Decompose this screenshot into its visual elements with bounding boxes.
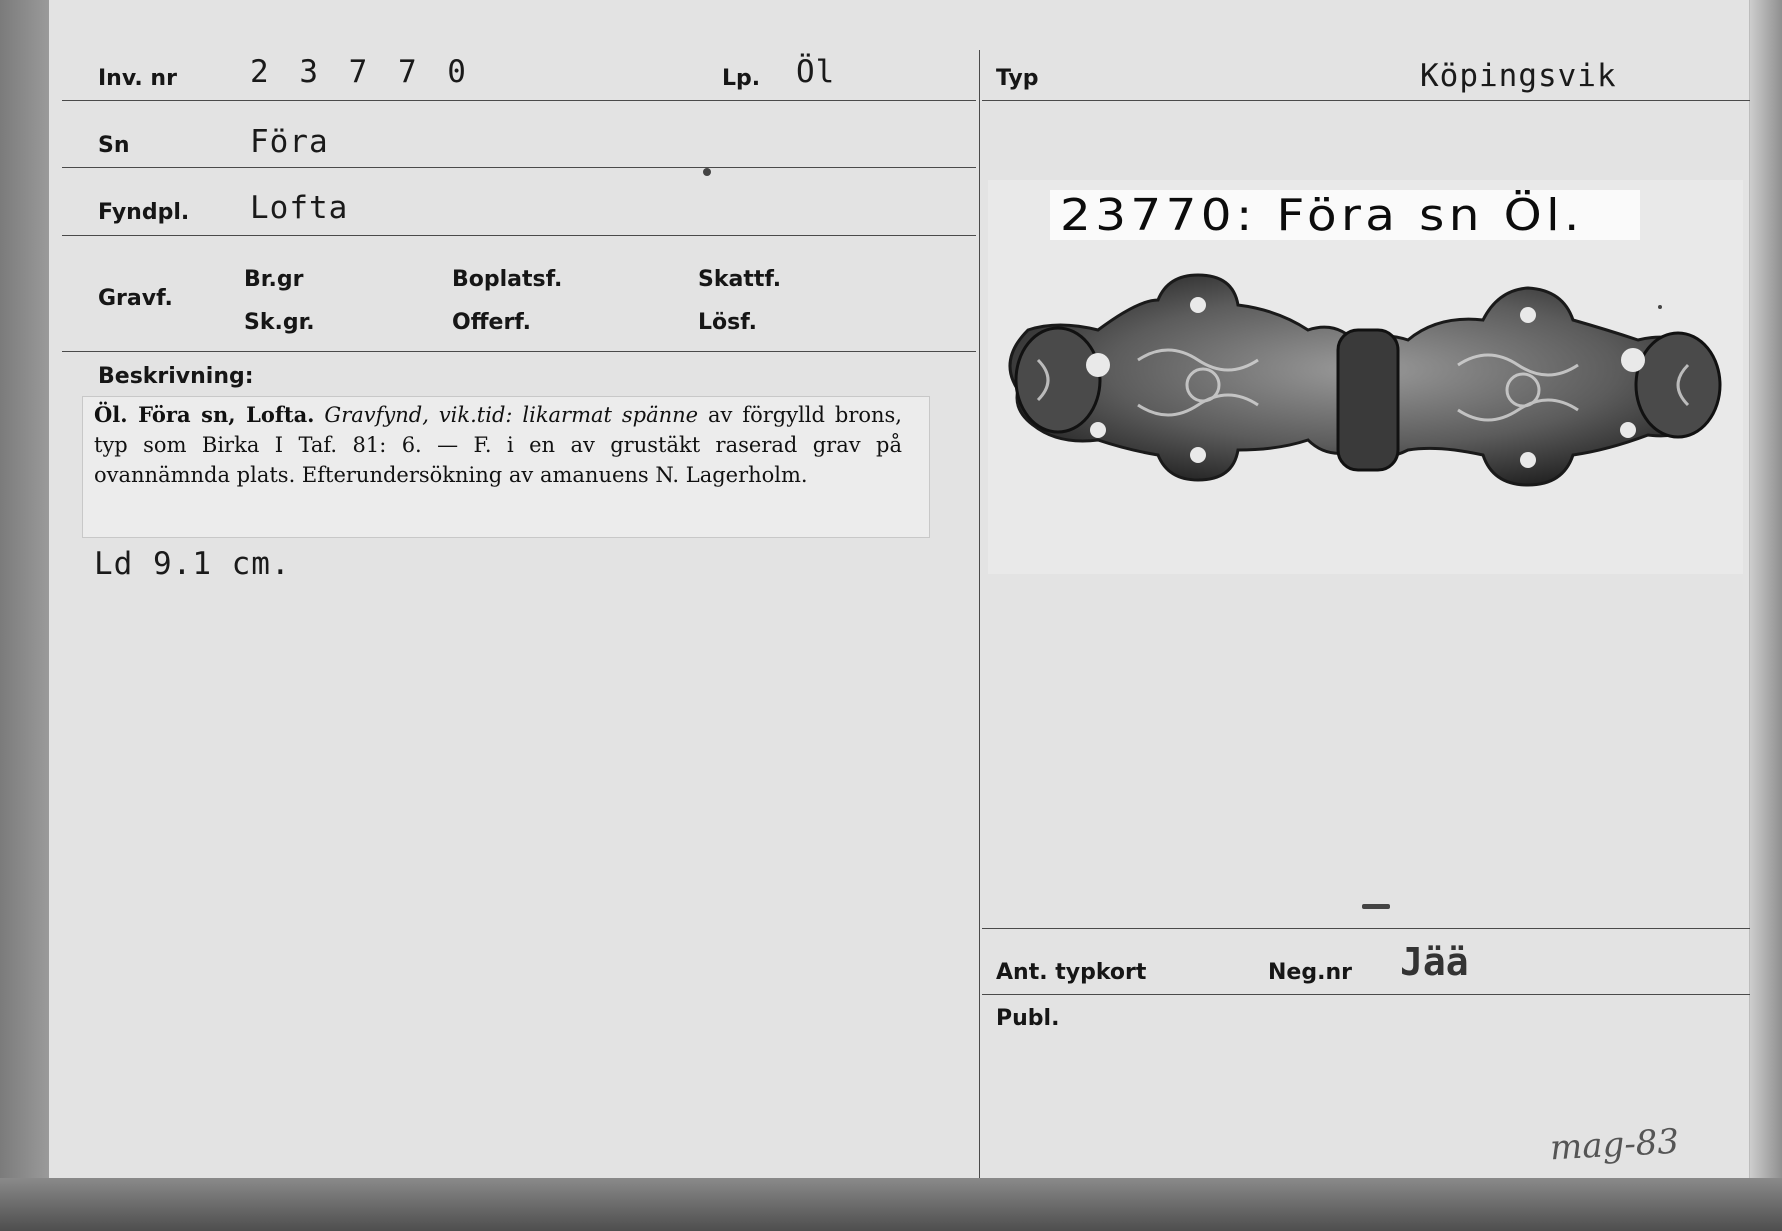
boplatsf-label: Boplatsf. (452, 267, 563, 292)
skattf-label: Skattf. (698, 267, 782, 292)
sn-value: Föra (250, 124, 329, 160)
description-text (94, 400, 902, 490)
ant-typkort-label: Ant. typkort (996, 960, 1147, 985)
rule-typ (982, 100, 1750, 101)
brgr-label: Br.gr (244, 267, 304, 292)
beskrivning-label: Beskrivning: (98, 364, 254, 389)
rule-inv (62, 100, 976, 101)
lp-value: Öl (796, 54, 836, 90)
gravf-label: Gravf. (98, 286, 173, 311)
photo-label-text: 23770: Föra sn Öl. (1060, 190, 1584, 241)
inv-value: 2 3 7 7 0 (250, 54, 472, 90)
inv-label: Inv. nr (98, 66, 177, 91)
rule-neg-top (982, 928, 1750, 929)
description-italic: Gravfynd, vik.tid: likarmat spänne (324, 403, 699, 427)
neg-nr-value: Jää (1400, 940, 1469, 984)
rule-publ (982, 994, 1750, 995)
description-rest: av förgylld brons, typ som Birka I Taf. 81: 6. — F. i en av grustäkt raserad grav på ovannämnda plats. Efterundersökning av amanuens N. Lagerholm. (94, 403, 902, 487)
publ-label: Publ. (996, 1006, 1060, 1031)
losf-label: Lösf. (698, 310, 757, 335)
scan-edge-right (1749, 0, 1782, 1231)
description-bold: Öl. Föra sn, Lofta. (94, 402, 315, 427)
catalog-card (49, 0, 1750, 1178)
rule-sn (62, 167, 976, 168)
lp-label: Lp. (722, 66, 761, 91)
rule-gravf (62, 351, 976, 352)
handwritten-note: mag-83 (1549, 1121, 1680, 1169)
measure-text: Ld 9.1 cm. (94, 546, 291, 582)
speck (703, 168, 711, 176)
sn-label: Sn (98, 133, 130, 158)
scan-edge-left (0, 0, 49, 1231)
speck (1362, 904, 1390, 909)
fyndpl-label: Fyndpl. (98, 200, 190, 225)
scan-edge-bottom (0, 1178, 1782, 1231)
column-divider (979, 50, 980, 1178)
rule-fyndpl (62, 235, 976, 236)
speck (1658, 305, 1662, 309)
typ-value: Köpingsvik (1420, 58, 1617, 94)
skgr-label: Sk.gr. (244, 310, 315, 335)
neg-nr-label: Neg.nr (1268, 960, 1352, 985)
fyndpl-value: Lofta (250, 190, 349, 226)
typ-label: Typ (996, 66, 1039, 91)
offerf-label: Offerf. (452, 310, 532, 335)
